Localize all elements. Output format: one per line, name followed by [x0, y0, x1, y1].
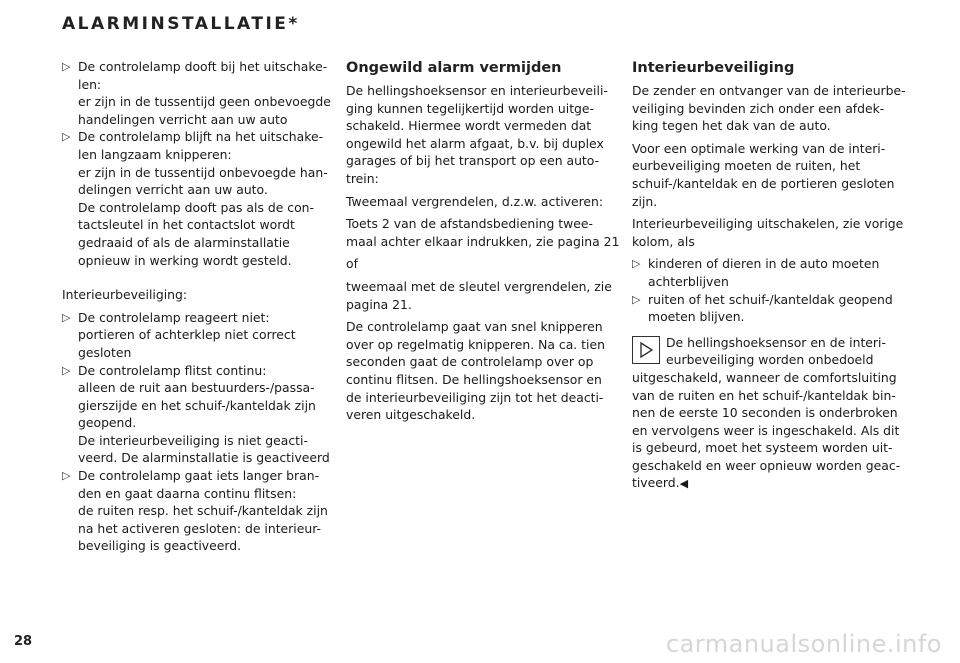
list-item: ▷ ruiten of het schuif-/kanteldak geopend moeten blijven. — [632, 291, 893, 325]
paragraph: Tweemaal vergrendelen, d.z.w. activeren: — [346, 193, 604, 209]
column-right — [632, 58, 907, 493]
interior-label: Interieurbeveiliging: — [62, 287, 188, 303]
paragraph: Voor een optimale werking van de interi- eurbeveiliging moeten de ruiten, het schuif-/kanteldak en de portieren gesloten zijn. — [632, 140, 895, 209]
triangle-bullet-icon: ▷ — [62, 130, 71, 144]
column-middle — [346, 58, 621, 429]
paragraph: Toets 2 van de afstandsbediening twee- maal achter elkaar indrukken, zie pagina 21 — [346, 216, 620, 249]
paragraph: De controlelamp gaat van snel knipperen over op regelmatig knipperen. Na ca. tien seconden gaat de controlelamp over op continu flitsen. De hellingshoeksensor en de interieurbeveiliging zijn tot het deacti- veren uitgeschakeld. — [346, 319, 605, 423]
note-triangle-icon — [632, 336, 660, 364]
paragraph: De zender en ontvanger van de interieurbe- veiliging bevinden zich onder een afdek- king tegen het dak van de auto. — [632, 83, 906, 134]
paragraph: tweemaal met de sleutel vergrendelen, zie pagina 21. — [346, 278, 612, 312]
watermark: carmanualsonline.info — [665, 630, 942, 658]
paragraph: De hellingshoeksensor en interieurbeveili- ging kunnen tegelijkertijd worden uitge- schakeld. Hiermee wordt vermeden dat ongewild het alarm afgaat, b.v. bij duplex garages of bij het transport op een auto- trein: — [346, 83, 608, 186]
list-item: ▷ De controlelamp blijft na het uitschake- len langzaam knipperen: er zijn in de tussentijd onbevoegde han- delingen verricht aan uw auto. De controlelamp dooft pas als de con- tactsleutel in het contactslot wordt gedraaid of als de alarminstallatie opnieuw in werking wordt gesteld. — [62, 129, 328, 268]
triangle-bullet-icon: ▷ — [632, 257, 641, 271]
page-number: 28 — [14, 634, 33, 649]
note-text: De hellingshoeksensor en de interi- eurbeveiliging worden onbedoeld uitgeschakeld, wanneer de comfortsluiting van de ruiten en het schuif-/kanteldak bin- nen de eerste 10 seconden is onderbroken en vervolgens weer is ingeschakeld. Als dit is gebeurd, moet het systeem worden uit- geschakeld en weer opnieuw worden geac- tiveerd. — [632, 334, 901, 491]
list-item: ▷ De controlelamp flitst continu: alleen de ruit aan bestuurders-/passa- gierszijde en het schuif-/kanteldak zijn geopend. De interieurbeveiliging is niet geacti- veerd. De alarminstallatie is geactiveerd — [62, 362, 330, 466]
triangle-bullet-icon: ▷ — [62, 310, 71, 324]
end-mark-icon: ◀ — [679, 477, 689, 491]
controllamp-list-b — [62, 309, 337, 555]
triangle-bullet-icon: ▷ — [62, 469, 71, 483]
paragraph: Interieurbeveiliging uitschakelen, zie vorige kolom, als — [632, 216, 904, 249]
list-item: ▷ De controlelamp gaat iets langer bran- den en gaat daarna continu flitsen: de ruiten resp. het schuif-/kanteldak zijn na het activeren gesloten: de interieur- beveiliging is geactiveerd. — [62, 468, 328, 554]
list-item: ▷ De controlelamp dooft bij het uitschake- len: er zijn in de tussentijd geen onbevoegde handelingen verricht aan uw auto — [62, 59, 331, 127]
list-item: ▷ kinderen of dieren in de auto moeten achterblijven — [632, 256, 880, 289]
section-heading: Ongewild alarm vermijden — [346, 60, 562, 76]
condition-list — [632, 255, 907, 325]
column-left — [62, 58, 337, 560]
triangle-bullet-icon: ▷ — [632, 292, 641, 306]
triangle-bullet-icon: ▷ — [62, 60, 71, 73]
section-heading: Interieurbeveiliging — [632, 60, 795, 76]
page-title: ALARMINSTALLATIE* — [62, 14, 300, 34]
note-box — [632, 334, 907, 493]
controllamp-list-a — [62, 58, 337, 269]
list-item: ▷ De controlelamp reageert niet: portieren of achterklep niet correct gesloten — [62, 309, 296, 360]
triangle-bullet-icon: ▷ — [62, 363, 71, 377]
paragraph: of — [346, 256, 358, 272]
